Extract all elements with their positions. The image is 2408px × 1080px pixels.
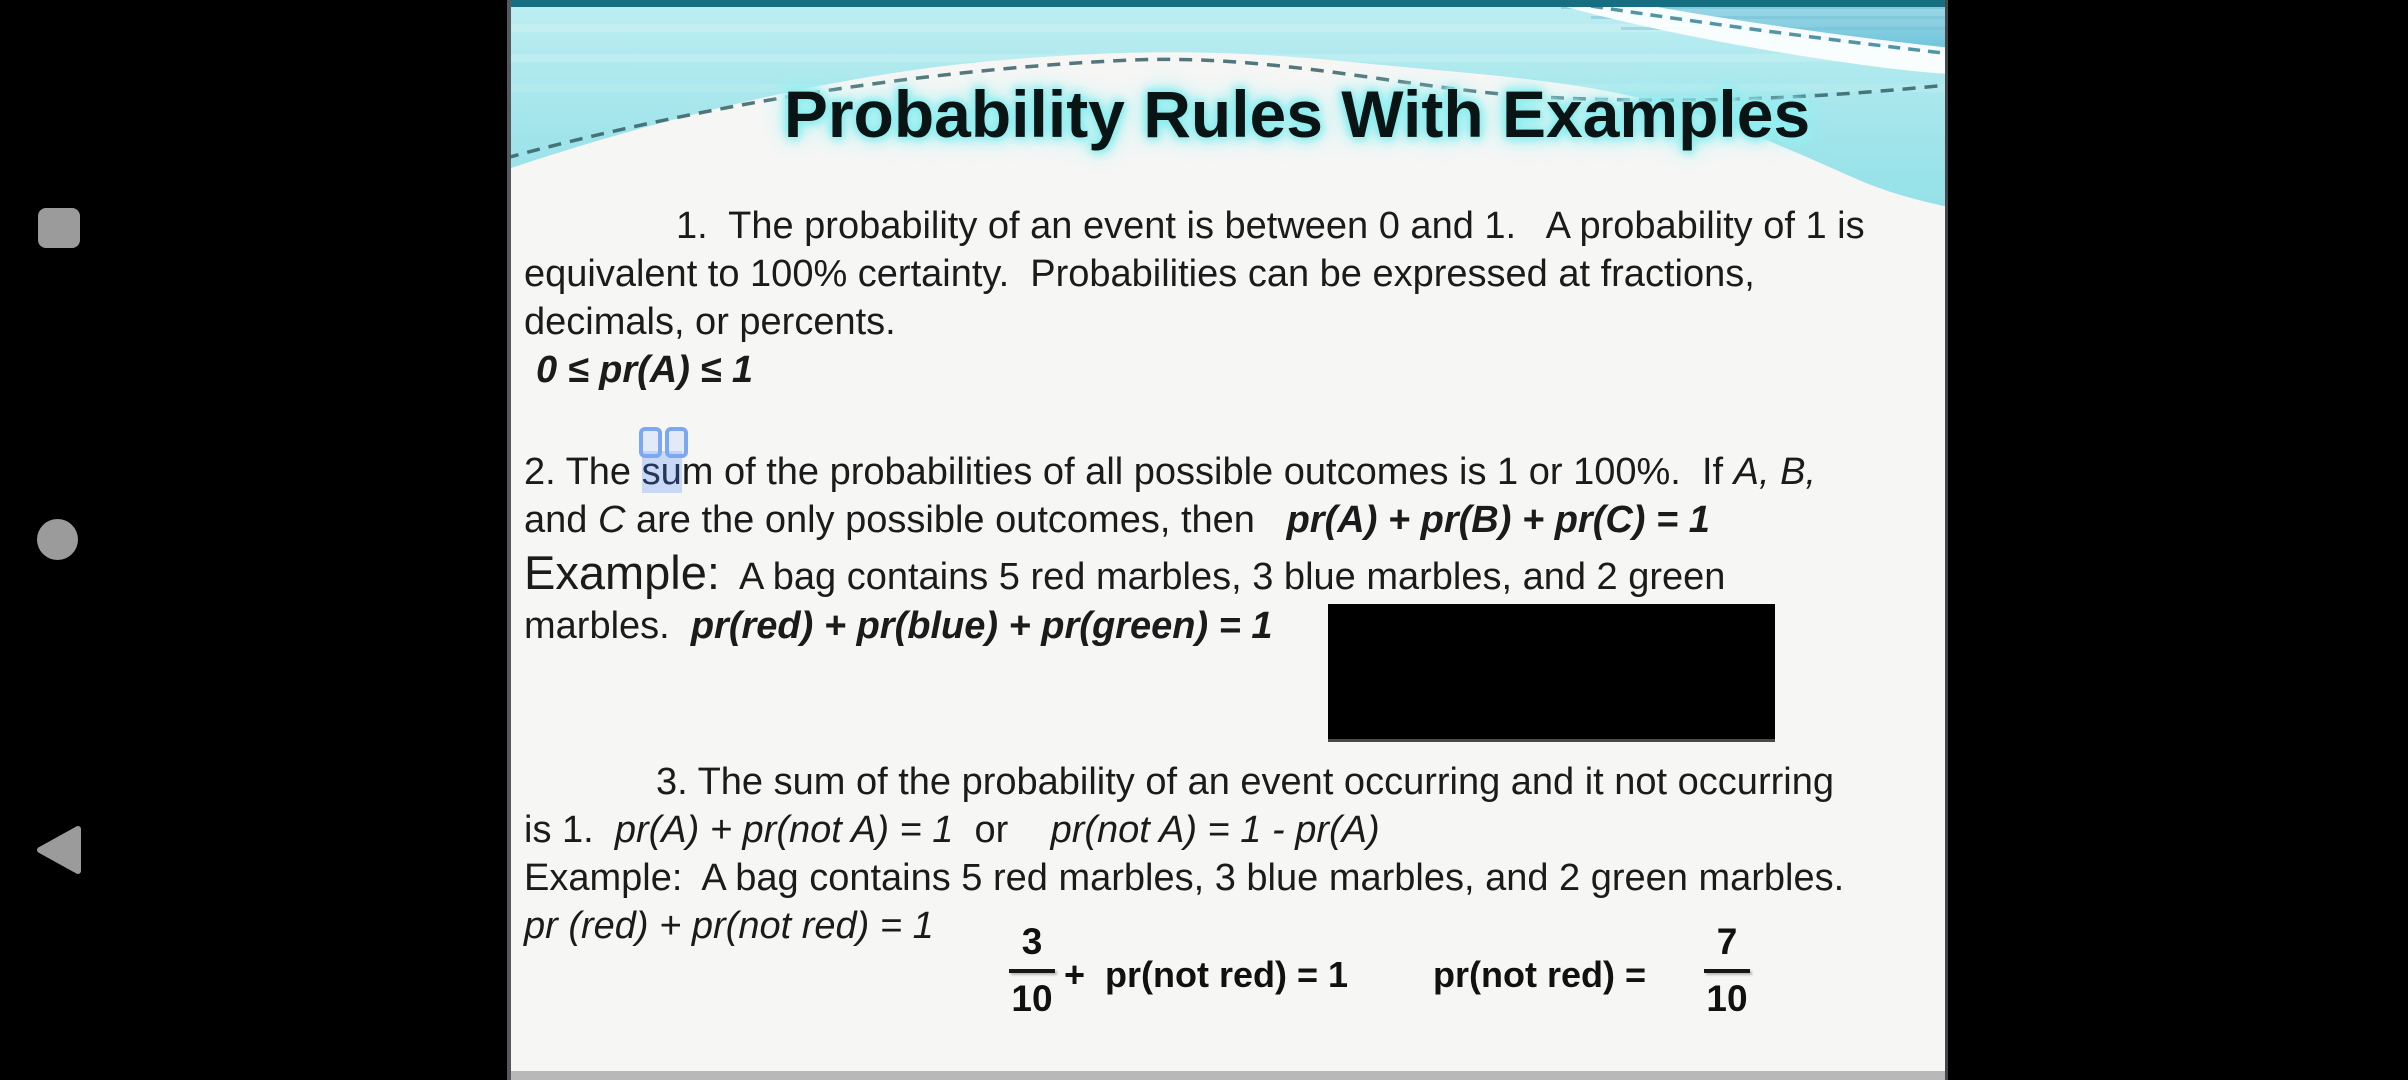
rule2-line1: 2. The sum of the probabilities of all possible outcomes is 1 or 100%. If A, B, (524, 451, 1816, 493)
fraction1-bar (1009, 969, 1055, 973)
text-selection-handles[interactable] (639, 427, 688, 458)
fraction1-numerator: 3 (1021, 921, 1043, 962)
rule2-example-line1: Example: A bag contains 5 red marbles, 3 blue marbles, and 2 green (524, 546, 1726, 599)
rule2-example-line2: marbles. pr(red) + pr(blue) + pr(green) = 1 (524, 605, 1273, 647)
example-label: Example: (524, 546, 720, 599)
rule3-formula-a: pr(A) + pr(not A) = 1 (614, 809, 954, 851)
rule1-line3: decimals, or percents. (524, 301, 896, 343)
fraction2-numerator: 7 (1716, 921, 1738, 962)
selected-text: su (641, 451, 682, 493)
rule1-line1: 1. The probability of an event is between 0 and 1. A probability of 1 is (676, 205, 1865, 247)
rule2-example-formula: pr(red) + pr(blue) + pr(green) = 1 (690, 605, 1273, 647)
fraction1-denominator: 10 (1011, 978, 1053, 1019)
fraction2-denominator: 10 (1706, 978, 1748, 1019)
paragraph-rule-1 (524, 202, 1865, 394)
redaction-black-box (1328, 604, 1775, 742)
rule1-formula: 0 ≤ pr(A) ≤ 1 (536, 349, 753, 391)
paragraph-rule-3 (524, 758, 1844, 950)
rule2-line2: and C are the only possible outcomes, then pr(A) + pr(B) + pr(C) = 1 (524, 499, 1710, 541)
equation-middle-2: pr(not red) = (1433, 954, 1646, 995)
nav-home-button[interactable] (37, 519, 78, 560)
rule3-example-line1: Example: A bag contains 5 red marbles, 3 blue marbles, and 2 green marbles. (524, 857, 1845, 899)
nav-back-button[interactable] (32, 822, 84, 878)
slide-page[interactable] (507, 0, 1948, 1080)
selection-handle-left-icon[interactable] (639, 427, 662, 458)
slide-title: Probability Rules With Examples (783, 77, 1811, 151)
back-triangle-icon (40, 829, 78, 871)
rule3-example-formula: pr (red) + pr(not red) = 1 (524, 905, 934, 947)
rule3-formula-b: pr(not A) = 1 - pr(A) (1050, 809, 1380, 851)
rule3-line1: 3. The sum of the probability of an event occurring and it not occurring (656, 761, 1834, 803)
fraction-three-tenths (1005, 922, 1059, 1019)
rule1-line2: equivalent to 100% certainty. Probabilities can be expressed at fractions, (524, 253, 1755, 295)
equation-middle-1: + pr(not red) = 1 (1064, 954, 1349, 995)
fraction2-bar (1704, 969, 1750, 973)
rule3-line2: is 1. pr(A) + pr(not A) = 1 or pr(not A) = 1 - pr(A) (524, 809, 1380, 851)
selection-handle-right-icon[interactable] (665, 427, 688, 458)
nav-recents-button[interactable] (38, 208, 80, 248)
page-bottom-edge (511, 1071, 1945, 1080)
rule2-formula: pr(A) + pr(B) + pr(C) = 1 (1286, 499, 1710, 541)
fraction-seven-tenths (1700, 922, 1754, 1019)
